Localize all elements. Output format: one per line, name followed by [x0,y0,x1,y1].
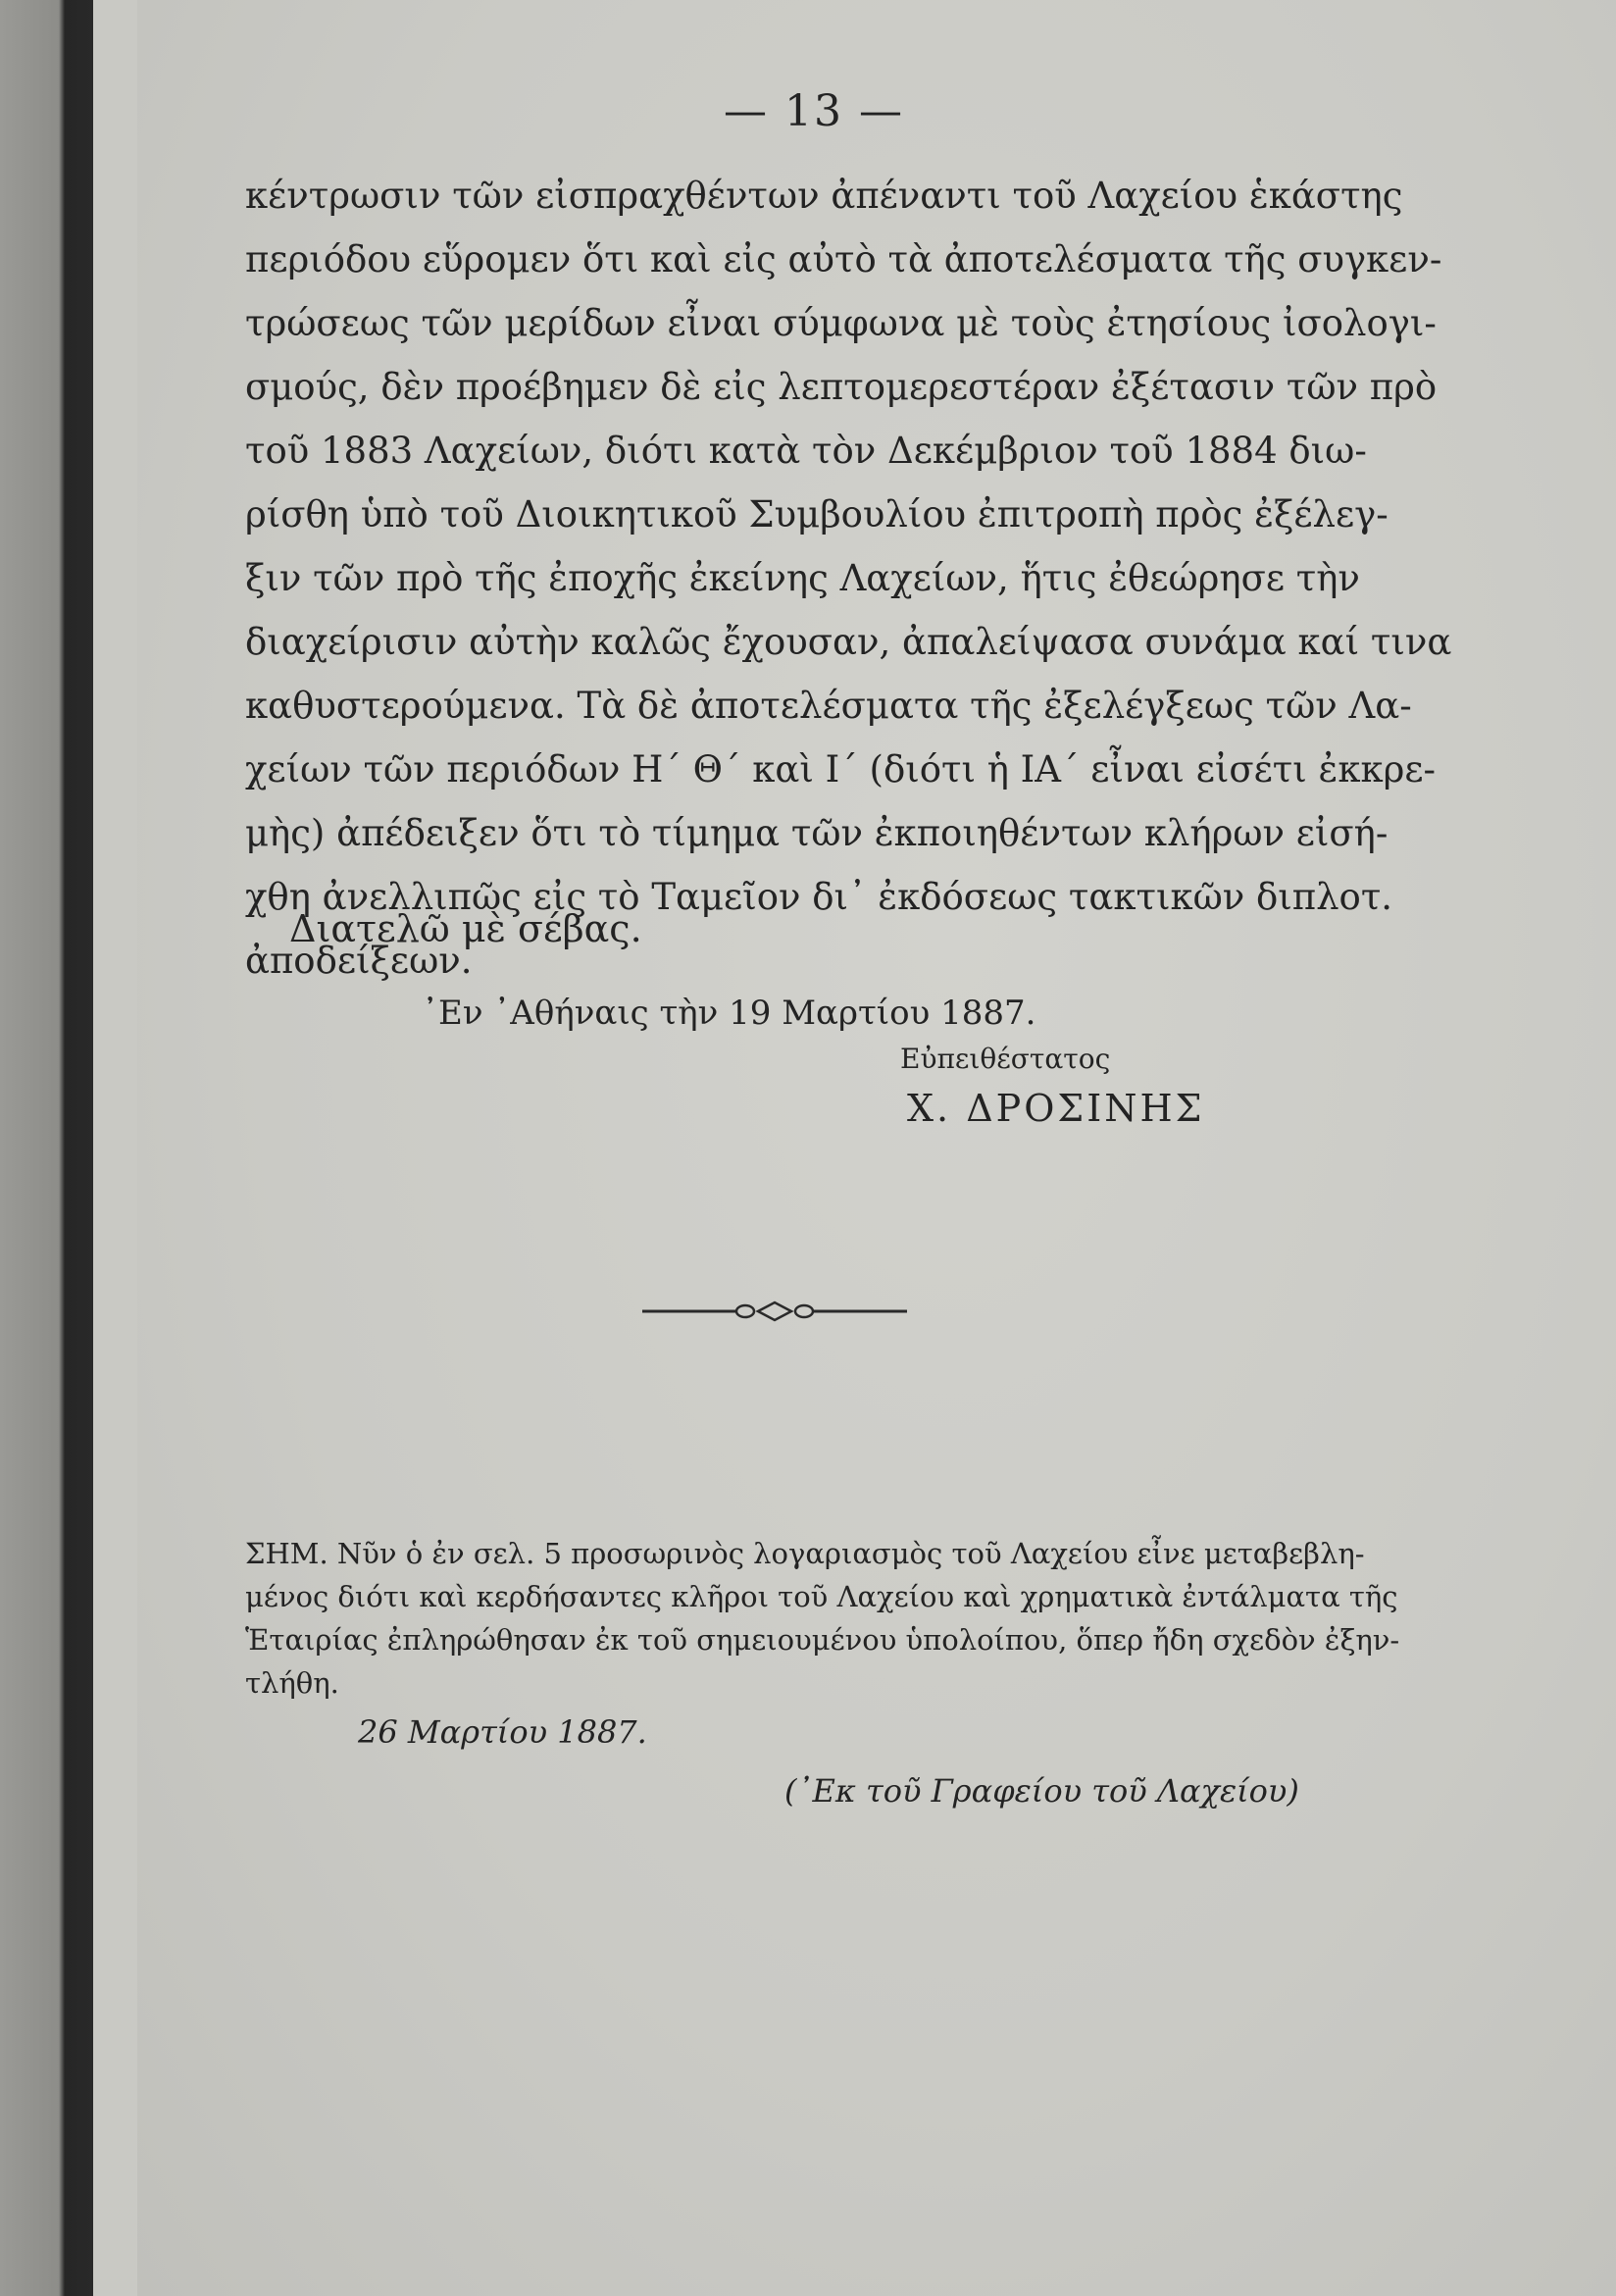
note-line: ΣΗΜ. Νῦν ὁ ἐν σελ. 5 προσωρινὸς λογαριασμὸς τοῦ Λαχείου εἶνε μεταβεβλη- [245,1537,1365,1570]
ornament-divider-icon [642,1297,907,1326]
body-line: τοῦ 1883 Λαχείων, διότι κατὰ τὸν Δεκέμβριον τοῦ 1884 διω- [245,430,1367,472]
signature-title: Εὐπειθέστατος [900,1043,1111,1075]
body-line: περιόδου εὕρομεν ὅτι καὶ εἰς αὐτὸ τὰ ἀποτελέσματα τῆς συγκεν- [245,238,1442,281]
body-line: τρώσεως τῶν μερίδων εἶναι σύμφωνα μὲ τοὺς ἐτησίους ἰσολογι- [245,302,1437,344]
body-line: σμούς, δὲν προέβημεν δὲ εἰς λεπτομερεστέραν ἐξέτασιν τῶν πρὸ [245,366,1438,408]
note-line: μένος διότι καὶ κερδήσαντες κλῆροι τοῦ Λαχείου καὶ χρηματικὰ ἐντάλματα τῆς [245,1580,1398,1613]
body-line: μὴς) ἀπέδειξεν ὅτι τὸ τίμημα τῶν ἐκποιηθέντων κλήρων εἰσή- [245,812,1389,854]
place-date: ᾽Εν ᾽Αθήναις τὴν 19 Μαρτίου 1887. [422,994,1036,1033]
body-line: ἀποδείξεων. [245,940,473,982]
note-date: 26 Μαρτίου 1887. [358,1713,647,1751]
body-line: ξιν τῶν πρὸ τῆς ἐποχῆς ἐκείνης Λαχείων, ἥτις ἐθεώρησε τὴν [245,557,1360,599]
note-line: Ἑταιρίας ἐπληρώθησαν ἐκ τοῦ σημειουμένου ὑπολοίπου, ὅπερ ἤδη σχεδὸν ἐξην- [245,1623,1400,1657]
page-number: — 13 — [724,86,904,136]
closing-salutation: Διατελῶ μὲ σέβας. [289,907,642,950]
body-line: ρίσθη ὑπὸ τοῦ Διοικητικοῦ Συμβουλίου ἐπιτροπὴ πρὸς ἐξέλεγ- [245,493,1389,536]
body-line: χείων τῶν περιόδων Η΄ Θ΄ καὶ Ι΄ (διότι ἡ ΙΑ΄ εἶναι εἰσέτι ἐκκρε- [245,748,1437,791]
body-line: διαχείρισιν αὐτὴν καλῶς ἔχουσαν, ἀπαλείψασα συνάμα καί τινα [245,621,1452,663]
note-line: τλήθη. [245,1666,339,1700]
signature-name: Χ. ΔΡΟΣΙΝΗΣ [907,1087,1205,1130]
book-spine-shadow [0,0,93,2296]
body-line: καθυστερούμενα. Τὰ δὲ ἀποτελέσματα τῆς ἐξελέγξεως τῶν Λα- [245,685,1412,727]
body-line: κέντρωσιν τῶν εἰσπραχθέντων ἀπέναντι τοῦ Λαχείου ἑκάστης [245,175,1403,217]
body-line: χθη ἀνελλιπῶς εἰς τὸ Ταμεῖον δι᾽ ἐκδόσεως τακτικῶν διπλοτ. [245,876,1393,918]
note-source: (᾽Εκ τοῦ Γραφείου τοῦ Λαχείου) [784,1772,1299,1810]
